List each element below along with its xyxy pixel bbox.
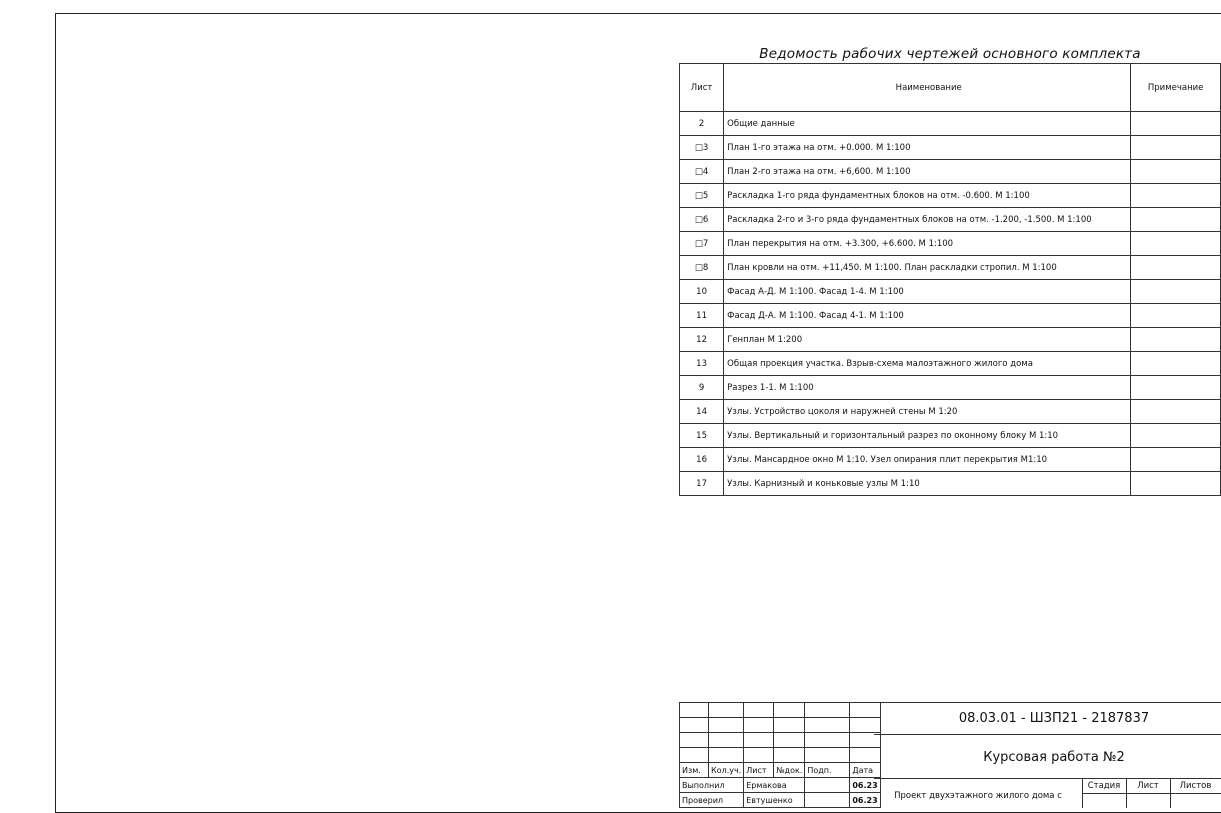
sheet-note <box>1131 208 1221 232</box>
sheet-number: 10 <box>680 280 724 304</box>
document-code: 08.03.01 - ШЗП21 - 2187837 <box>958 711 1150 726</box>
header-name: Наименование <box>724 64 1131 112</box>
stamp-columns-row <box>680 763 881 778</box>
sheets-label: Листов <box>1179 781 1212 791</box>
table-row <box>680 232 1221 256</box>
sheet-note <box>1131 376 1221 400</box>
sheet-number: 11 <box>680 304 724 328</box>
table-row <box>680 472 1221 496</box>
sheet-name: План 1-го этажа на отм. +0.000. М 1:100 <box>724 136 1131 160</box>
table-row <box>680 280 1221 304</box>
date-checked: 06.23 <box>850 793 880 808</box>
sheet-name: Фасад А-Д. М 1:100. Фасад 1-4. М 1:100 <box>724 280 1131 304</box>
sheet-note <box>1131 328 1221 352</box>
table-row <box>680 256 1221 280</box>
sheet-name: Фасад Д-А. М 1:100. Фасад 4-1. М 1:100 <box>724 304 1131 328</box>
sheet-name: Разрез 1-1. М 1:100 <box>724 376 1131 400</box>
table-row <box>680 184 1221 208</box>
col-doc: №док. <box>774 763 805 778</box>
stamp-row-checked <box>680 793 881 808</box>
sheet-number: 13 <box>680 352 724 376</box>
sheet-number: □5 <box>680 184 724 208</box>
col-izm: Изм. <box>680 763 709 778</box>
role-checked: Проверил <box>680 793 744 808</box>
sheet-note <box>1131 304 1221 328</box>
table-row <box>680 208 1221 232</box>
col-date: Дата <box>850 763 880 778</box>
sheet-number: □3 <box>680 136 724 160</box>
sheet-note <box>1131 160 1221 184</box>
table-row <box>680 136 1221 160</box>
table-row <box>680 112 1221 136</box>
header-note: Примечание <box>1131 64 1221 112</box>
stamp-row-executed <box>680 778 881 793</box>
sheet-number: 14 <box>680 400 724 424</box>
sheet-name: План перекрытия на отм. +3.300, +6.600. М 1:100 <box>724 232 1131 256</box>
table-row <box>680 376 1221 400</box>
sheet-note <box>1131 472 1221 496</box>
sheet-name: Узлы. Устройство цоколя и наружней стены М 1:20 <box>724 400 1131 424</box>
sheet-number: □7 <box>680 232 724 256</box>
title-block <box>679 702 881 808</box>
sheet-number: 12 <box>680 328 724 352</box>
header-sheet: Лист <box>680 64 724 112</box>
sheet-name: Узлы. Карнизный и коньковые узлы М 1:10 <box>724 472 1131 496</box>
project-title: Проект двухэтажного жилого дома с <box>894 791 1062 801</box>
sheet-label: Лист <box>1137 781 1159 791</box>
table-row <box>680 160 1221 184</box>
table-row <box>680 304 1221 328</box>
sheet-name: Узлы. Вертикальный и горизонтальный разрез по оконному блоку М 1:10 <box>724 424 1131 448</box>
sheet-name: Генплан М 1:200 <box>724 328 1131 352</box>
sheet-note <box>1131 256 1221 280</box>
sheet-number: □8 <box>680 256 724 280</box>
sheet-note <box>1131 280 1221 304</box>
sheet-title: Ведомость рабочих чертежей основного комплекта <box>759 46 1141 62</box>
table-row <box>680 400 1221 424</box>
sheet-note <box>1131 112 1221 136</box>
date-executed: 06.23 <box>850 778 880 793</box>
sheet-number: 17 <box>680 472 724 496</box>
drawings-list-table <box>679 63 1221 496</box>
sheet-number: □6 <box>680 208 724 232</box>
sheet-name: Общая проекция участка. Взрыв-схема малоэтажного жилого дома <box>724 352 1131 376</box>
sheet-number: □4 <box>680 160 724 184</box>
sheet-note <box>1131 448 1221 472</box>
sheet-name: План кровли на отм. +11,450. М 1:100. План раскладки стропил. М 1:100 <box>724 256 1131 280</box>
sheet-note <box>1131 136 1221 160</box>
sheet-note <box>1131 184 1221 208</box>
col-sign: Подп. <box>805 763 850 778</box>
col-list: Лист <box>744 763 774 778</box>
name-checked: Евтушенко <box>744 793 805 808</box>
table-row <box>680 448 1221 472</box>
sheet-name: Раскладка 1-го ряда фундаментных блоков на отм. -0.600. М 1:100 <box>724 184 1131 208</box>
table-row <box>680 424 1221 448</box>
sheet-number: 15 <box>680 424 724 448</box>
sheet-name: Общие данные <box>724 112 1131 136</box>
work-title: Курсовая работа №2 <box>983 750 1125 765</box>
sheet-note <box>1131 232 1221 256</box>
sheet-note <box>1131 352 1221 376</box>
sheet-note <box>1131 400 1221 424</box>
sheet-number: 9 <box>680 376 724 400</box>
sheet-name: Узлы. Мансардное окно М 1:10. Узел опирания плит перекрытия М1:10 <box>724 448 1131 472</box>
sheet-name: План 2-го этажа на отм. +6,600. М 1:100 <box>724 160 1131 184</box>
sheet-note <box>1131 424 1221 448</box>
table-row <box>680 328 1221 352</box>
col-kol-uch: Кол.уч. <box>709 763 744 778</box>
table-row <box>680 352 1221 376</box>
role-executed: Выполнил <box>680 778 744 793</box>
sheet-name: Раскладка 2-го и 3-го ряда фундаментных блоков на отм. -1.200, -1.500. М 1:100 <box>724 208 1131 232</box>
name-executed: Ермакова <box>744 778 805 793</box>
stage-label: Стадия <box>1087 781 1121 791</box>
table-header-row <box>680 64 1221 112</box>
sheet-number: 16 <box>680 448 724 472</box>
sheet-number: 2 <box>680 112 724 136</box>
